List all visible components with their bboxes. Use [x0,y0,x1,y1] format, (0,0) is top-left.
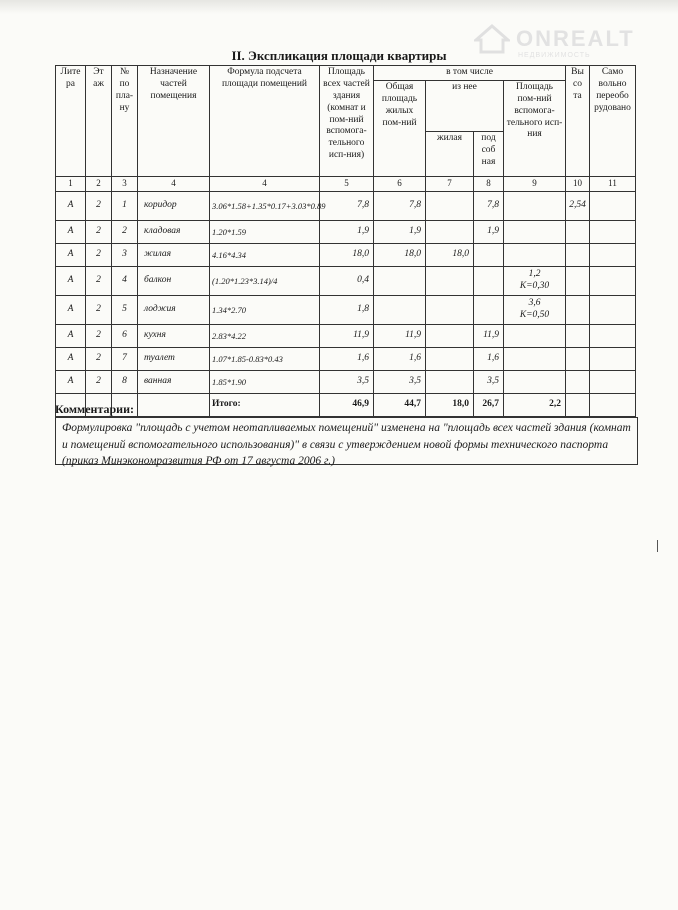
header-total-living: Общая площадь жилых пом-ний [374,80,426,176]
table-row [56,244,636,267]
header-of-which: из нее [426,80,504,131]
cell-formula: 3.06*1.58+1.35*0.17+3.03*0.89 [210,192,320,221]
cell-total-living: 7,8 [374,192,426,221]
table-row [56,371,636,394]
cell-empty [566,394,590,417]
cell-living [426,267,474,296]
cell-no: 5 [112,296,138,325]
table-row [56,192,636,221]
cell-formula: 1.34*2.70 [210,296,320,325]
aux-area-value: 3,6 [528,298,541,309]
header-floor: Эт аж [86,66,112,177]
column-number: 9 [504,177,566,192]
cell-unauthorized [590,348,636,371]
cell-room-name: лоджия [138,296,210,325]
cell-empty [590,394,636,417]
header-formula: Формула подсчета площади помещений [210,66,320,177]
column-number: 3 [112,177,138,192]
cell-aux-area [504,267,566,296]
cell-no: 7 [112,348,138,371]
scan-mark [657,540,658,552]
cell-living [426,192,474,221]
cell-room-name: туалет [138,348,210,371]
explication-table [55,65,636,417]
cell-aux-area [504,221,566,244]
cell-formula: 1.85*1.90 [210,371,320,394]
cell-total-living: 3,5 [374,371,426,394]
cell-total-living: 11,9 [374,325,426,348]
cell-total-living [374,267,426,296]
cell-living [426,325,474,348]
cell-room-name: балкон [138,267,210,296]
cell-litera: А [56,325,86,348]
column-number: 2 [86,177,112,192]
total-aux: 26,7 [474,394,504,417]
total-aux-area: 2,2 [504,394,566,417]
cell-litera: А [56,371,86,394]
cell-unauthorized [590,371,636,394]
total-living: 18,0 [426,394,474,417]
cell-unauthorized [590,267,636,296]
cell-formula: 2.83*4.22 [210,325,320,348]
cell-unauthorized [590,192,636,221]
cell-aux-area [504,192,566,221]
cell-litera: А [56,267,86,296]
total-area: 46,9 [320,394,374,417]
cell-aux-area [504,296,566,325]
cell-area: 18,0 [320,244,374,267]
column-number: 4 [138,177,210,192]
total-total-living: 44,7 [374,394,426,417]
cell-aux: 11,9 [474,325,504,348]
header-area-all: Площадь всех частей здания (комнат и пом-ний вспомога- тельного исп-ния) [320,66,374,177]
header-unauthorized: Само вольно переобо рудовано [590,66,636,177]
column-number: 8 [474,177,504,192]
cell-litera: А [56,296,86,325]
cell-living [426,221,474,244]
cell-formula: (1.20*1.23*3.14)/4 [210,267,320,296]
comments-label: Комментарии: [55,402,135,416]
cell-no: 3 [112,244,138,267]
watermark-brand: ONREALT [516,26,635,51]
cell-room-name: ванная [138,371,210,394]
header-plan-no: № по пла- ну [112,66,138,177]
cell-total-living: 1,6 [374,348,426,371]
header-aux-area: Площадь пом-ний вспомога- тельного исп-ния [504,80,566,176]
cell-unauthorized [590,221,636,244]
cell-height [566,325,590,348]
cell-formula: 1.20*1.59 [210,221,320,244]
column-number: 6 [374,177,426,192]
cell-living [426,348,474,371]
table-row [56,348,636,371]
cell-area: 1,6 [320,348,374,371]
column-number: 7 [426,177,474,192]
total-label: Итого: [210,394,320,417]
cell-area: 3,5 [320,371,374,394]
column-number: 11 [590,177,636,192]
cell-aux [474,267,504,296]
cell-height: 2,54 [566,192,590,221]
page-edge [0,0,678,14]
coefficient: К=0,50 [519,310,550,320]
cell-litera: А [56,192,86,221]
cell-formula: 1.07*1.85-0.83*0.43 [210,348,320,371]
cell-floor: 2 [86,192,112,221]
cell-total-living: 18,0 [374,244,426,267]
cell-floor: 2 [86,296,112,325]
table-row [56,325,636,348]
cell-litera: А [56,221,86,244]
cell-height [566,221,590,244]
cell-aux-area [504,325,566,348]
cell-aux: 1,9 [474,221,504,244]
cell-aux-area [504,244,566,267]
header-litera: Лите ра [56,66,86,177]
cell-area: 1,8 [320,296,374,325]
cell-no: 1 [112,192,138,221]
aux-area-value: 1,2 [528,269,541,280]
cell-aux: 3,5 [474,371,504,394]
cell-floor: 2 [86,371,112,394]
cell-no: 4 [112,267,138,296]
cell-room-name: коридор [138,192,210,221]
cell-floor: 2 [86,244,112,267]
cell-height [566,244,590,267]
cell-unauthorized [590,296,636,325]
cell-formula: 4.16*4.34 [210,244,320,267]
cell-height [566,371,590,394]
total-row [56,394,636,417]
cell-area: 1,9 [320,221,374,244]
header-height: Вы со та [566,66,590,177]
cell-unauthorized [590,244,636,267]
table-row [56,221,636,244]
cell-empty [138,394,210,417]
cell-aux-area [504,371,566,394]
cell-aux: 1,6 [474,348,504,371]
cell-total-living: 1,9 [374,221,426,244]
table-row [56,296,636,325]
watermark-subtitle: НЕДВИЖИМОСТЬ [518,52,591,59]
cell-litera: А [56,348,86,371]
cell-aux [474,296,504,325]
cell-unauthorized [590,325,636,348]
header-purpose: Назначение частей помещения [138,66,210,177]
cell-litera: А [56,244,86,267]
column-number-row [56,177,636,192]
cell-height [566,267,590,296]
cell-no: 6 [112,325,138,348]
header-row [56,66,636,81]
comments-text: Формулировка "площадь с учетом неотапливаемых помещений" изменена на "площадь всех частей здания (комнат и помещений вспомогательного использования)" в связи с утверждением новой формы технического паспорта (приказ Минэкономразвития РФ от 17 августа 2006 г.) [55,417,638,465]
cell-area: 0,4 [320,267,374,296]
header-auxiliary: под соб ная [474,131,504,176]
cell-total-living [374,296,426,325]
cell-living [426,371,474,394]
cell-floor: 2 [86,221,112,244]
page-title: II. Экспликация площади квартиры [231,48,447,63]
cell-aux: 7,8 [474,192,504,221]
cell-aux [474,244,504,267]
cell-aux-area [504,348,566,371]
cell-floor: 2 [86,348,112,371]
header-including: в том числе [374,66,566,81]
cell-area: 7,8 [320,192,374,221]
column-number: 1 [56,177,86,192]
cell-area: 11,9 [320,325,374,348]
column-number: 10 [566,177,590,192]
header-living: жилая [426,131,474,176]
cell-room-name: кухня [138,325,210,348]
column-number: 5 [320,177,374,192]
table-row [56,267,636,296]
cell-living: 18,0 [426,244,474,267]
column-number: 4 [210,177,320,192]
cell-room-name: кладовая [138,221,210,244]
cell-living [426,296,474,325]
cell-height [566,348,590,371]
cell-floor: 2 [86,325,112,348]
cell-height [566,296,590,325]
coefficient: К=0,30 [519,281,550,291]
cell-floor: 2 [86,267,112,296]
cell-no: 8 [112,371,138,394]
cell-no: 2 [112,221,138,244]
cell-room-name: жилая [138,244,210,267]
